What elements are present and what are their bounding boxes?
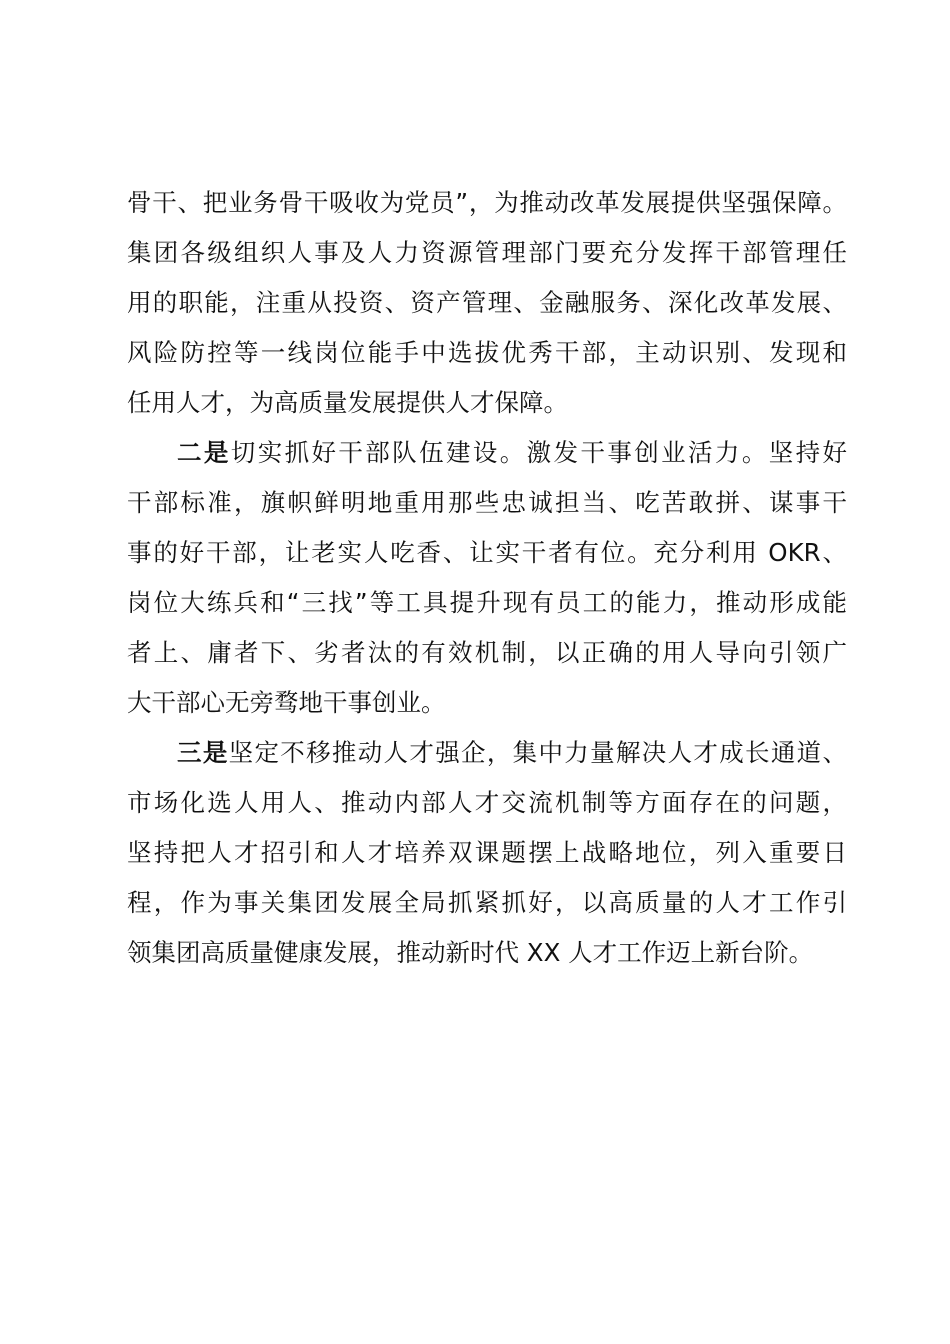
paragraph-3: [127, 728, 847, 978]
paragraph-line: 大干部心无旁骛地干事创业。: [127, 688, 446, 717]
paragraph-line: 风险防控等一线岗位能手中选拔优秀干部，主动识别、发现和: [127, 338, 847, 367]
document-body: [127, 178, 847, 978]
paragraph-line: 坚持把人才招引和人才培养双课题摆上战略地位，列入重要日: [127, 838, 847, 867]
paragraph-1: [127, 178, 847, 428]
paragraph-lead: 三是: [177, 738, 229, 767]
paragraph-line: 领集团高质量健康发展，推动新时代 XX 人才工作迈上新台阶。: [127, 938, 814, 967]
paragraph-line: 者上、庸者下、劣者汰的有效机制，以正确的用人导向引领广: [127, 638, 847, 667]
paragraph-line: 用的职能，注重从投资、资产管理、金融服务、深化改革发展、: [127, 288, 847, 317]
paragraph-line: 任用人才，为高质量发展提供人才保障。: [127, 388, 568, 417]
paragraph-line-text: 坚定不移推动人才强企，集中力量解决人才成长通道、: [228, 738, 847, 767]
paragraph-line: 事的好干部，让老实人吃香、让实干者有位。充分利用 OKR、: [127, 538, 847, 567]
paragraph-line: [127, 428, 847, 478]
paragraph-line: 岗位大练兵和“三找”等工具提升现有员工的能力，推动形成能: [127, 588, 847, 617]
paragraph-2: [127, 428, 847, 728]
paragraph-line-text: 切实抓好干部队伍建设。激发干事创业活力。坚持好: [230, 438, 848, 467]
paragraph-line: 干部标准，旗帜鲜明地重用那些忠诚担当、吃苦敢拼、谋事干: [127, 488, 847, 517]
paragraph-line: [127, 728, 847, 778]
paragraph-line: 骨干、把业务骨干吸收为党员”，为推动改革发展提供坚强保障。: [127, 188, 847, 217]
paragraph-lead: 二是: [177, 438, 231, 467]
paragraph-line: 程，作为事关集团发展全局抓紧抓好，以高质量的人才工作引: [127, 888, 847, 917]
paragraph-line: 市场化选人用人、推动内部人才交流机制等方面存在的问题，: [127, 788, 847, 817]
paragraph-line: 集团各级组织人事及人力资源管理部门要充分发挥干部管理任: [127, 238, 847, 267]
